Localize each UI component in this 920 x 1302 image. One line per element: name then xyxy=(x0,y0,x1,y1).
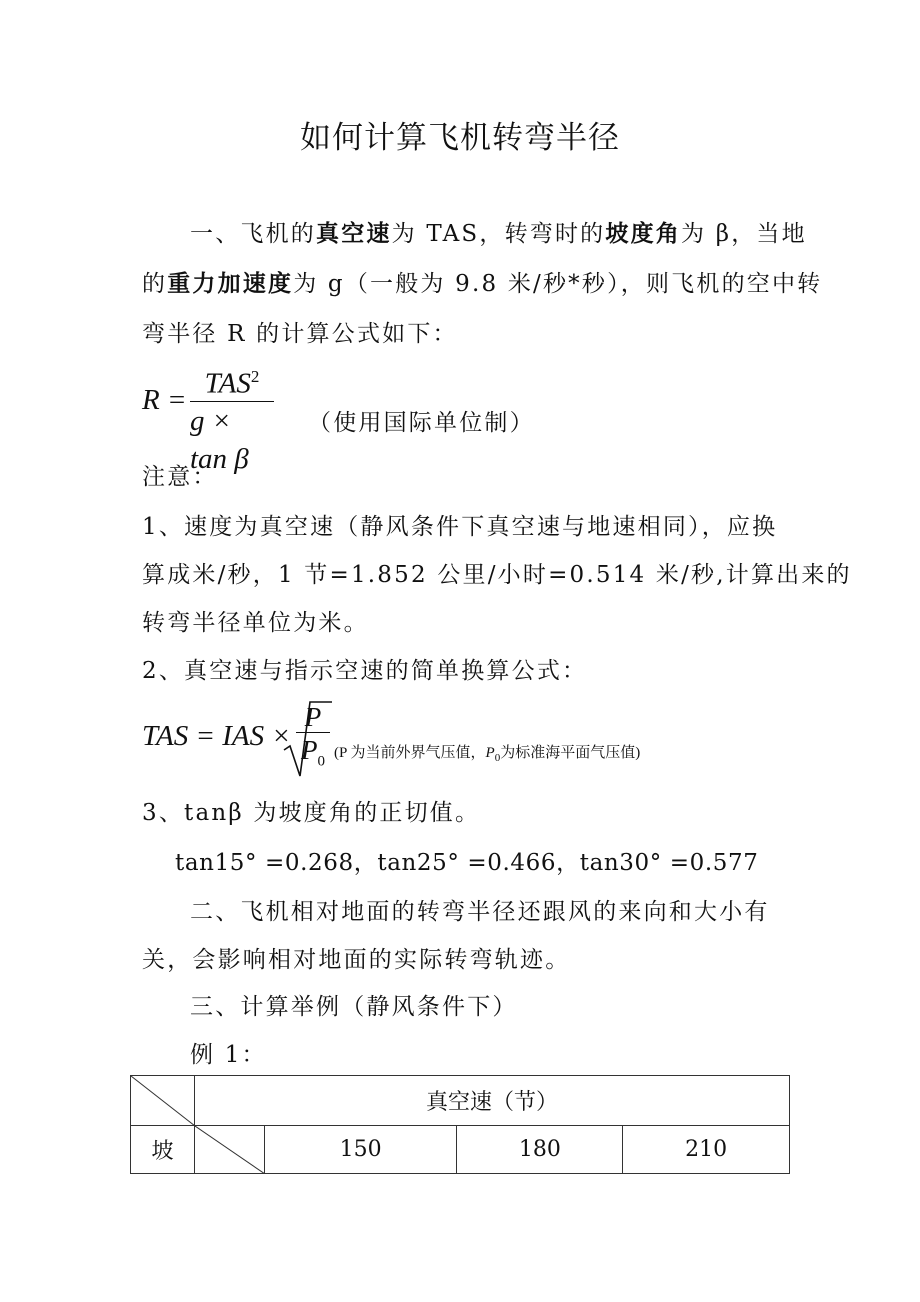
formula1-numerator xyxy=(205,360,260,401)
diagonal-cell xyxy=(194,1126,264,1174)
formula1-lhs: R = xyxy=(142,384,187,416)
term-gravity: 重力加速度 xyxy=(167,270,294,297)
note1-line3: 转弯半径单位为米。 xyxy=(142,610,369,636)
formula2-note xyxy=(334,741,640,764)
formula2-lhs: TAS = IAS × xyxy=(142,720,291,752)
row-label-bank: 坡 xyxy=(131,1126,195,1174)
example-label: 例 1： xyxy=(190,1042,267,1068)
term-true-airspeed: 真空速 xyxy=(316,220,392,247)
text: 为 g（一般为 9.8 米/秒*秒），则飞机的空中转 xyxy=(293,271,823,297)
text: 为 β，当地 xyxy=(680,221,807,247)
table-row xyxy=(131,1126,790,1174)
speed-cell: 210 xyxy=(623,1126,790,1174)
formula2-numerator: P xyxy=(304,702,322,732)
page-title: 如何计算飞机转弯半径 xyxy=(300,120,620,156)
subscript: 0 xyxy=(494,752,501,764)
formula1-note: （使用国际单位制） xyxy=(308,410,535,436)
diagonal-header-cell xyxy=(131,1076,195,1126)
sec2-line2: 关，会影响相对地面的实际转弯轨迹。 xyxy=(142,947,571,973)
speed-cell: 180 xyxy=(457,1126,623,1174)
sec1-line3: 弯半径 R 的计算公式如下： xyxy=(142,321,458,347)
text: 一、飞机的 xyxy=(190,221,316,247)
notes-label: 注意： xyxy=(142,464,218,490)
formula1-denominator: g × tan β xyxy=(190,404,249,475)
text: 的 xyxy=(142,271,168,297)
diagonal-line-icon xyxy=(131,1076,195,1126)
note2: 2、真空速与指示空速的简单换算公式： xyxy=(142,658,588,684)
exponent: 2 xyxy=(250,367,260,386)
text: 为标准海平面气压值) xyxy=(500,745,641,761)
note1-line2: 算成米/秒，1 节=1.852 公里/小时=0.514 米/秒,计算出来的 xyxy=(142,562,852,588)
sec1-line2 xyxy=(142,265,822,298)
subscript: 0 xyxy=(317,753,325,770)
header-true-airspeed: 真空速（节） xyxy=(194,1076,789,1126)
text: TAS xyxy=(204,367,251,400)
note1-line1: 1、速度为真空速（静风条件下真空速与地速相同），应换 xyxy=(142,514,778,540)
formula2-denominator xyxy=(301,733,325,778)
sec3-heading: 三、计算举例（静风条件下） xyxy=(190,994,518,1020)
text: 为 TAS，转弯时的 xyxy=(391,221,606,247)
tan-values: tan15° =0.268，tan25° =0.466，tan30° =0.577 xyxy=(175,850,759,876)
diagonal-line-icon xyxy=(195,1126,265,1174)
term-bank-angle: 坡度角 xyxy=(605,220,681,247)
note3: 3、tanβ 为坡度角的正切值。 xyxy=(142,800,481,826)
turn-radius-table xyxy=(130,1075,790,1174)
table-row xyxy=(131,1076,790,1126)
sec1-line1 xyxy=(190,215,807,248)
speed-cell: 150 xyxy=(264,1126,457,1174)
sec2-line1: 二、飞机相对地面的转弯半径还跟风的来向和大小有 xyxy=(190,899,770,925)
text: P xyxy=(485,745,495,761)
formula2-fraction xyxy=(296,702,330,778)
text: (P 为当前外界气压值， xyxy=(334,745,486,761)
text: P xyxy=(301,735,318,765)
